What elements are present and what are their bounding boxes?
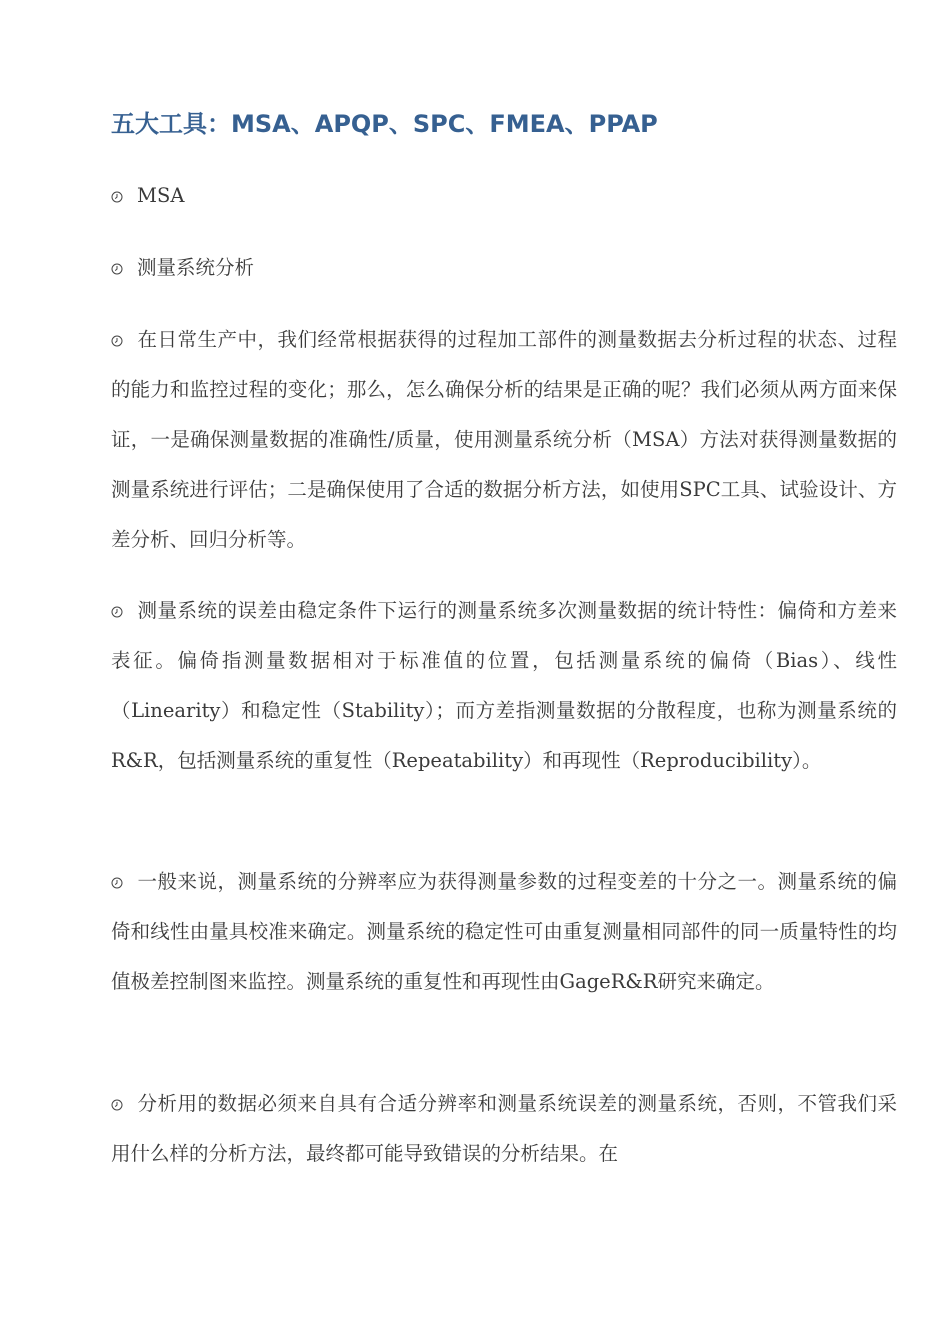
paragraph-text: MSA xyxy=(137,184,185,207)
paragraph-measurement-error xyxy=(111,586,897,786)
paragraph-msa xyxy=(111,171,897,221)
paragraph-msa-chinese xyxy=(111,243,897,293)
clock-icon xyxy=(111,877,123,889)
paragraph-resolution xyxy=(111,857,897,1007)
paragraph-daily-production xyxy=(111,315,897,565)
paragraph-text: 一般来说，测量系统的分辨率应为获得测量参数的过程变差的十分之一。测量系统的偏倚和线性由量具校准来确定。测量系统的稳定性可由重复测量相同部件的同一质量特性的均值极差控制图来监控。测量系统的重复性和再现性由GageR&R研究来确定。 xyxy=(111,870,897,993)
clock-icon xyxy=(111,335,123,347)
paragraph-text: 测量系统的误差由稳定条件下运行的测量系统多次测量数据的统计特性：偏倚和方差来表征。偏倚指测量数据相对于标准值的位置，包括测量系统的偏倚（Bias）、线性（Linearity）和稳定性（Stability）；而方差指测量数据的分散程度，也称为测量系统的R&R，包括测量系统的重复性（Repeatability）和再现性（Reproducibility）。 xyxy=(111,599,897,772)
paragraph-analysis-data xyxy=(111,1079,897,1179)
page-title: 五大工具：MSA、APQP、SPC、FMEA、PPAP xyxy=(111,110,658,138)
clock-icon xyxy=(111,1099,123,1111)
paragraph-text: 测量系统分析 xyxy=(137,256,255,279)
paragraph-text: 分析用的数据必须来自具有合适分辨率和测量系统误差的测量系统，否则，不管我们采用什么样的分析方法，最终都可能导致错误的分析结果。在 xyxy=(111,1092,897,1165)
clock-icon xyxy=(111,263,123,275)
clock-icon xyxy=(111,191,123,203)
clock-icon xyxy=(111,606,123,618)
paragraph-text: 在日常生产中，我们经常根据获得的过程加工部件的测量数据去分析过程的状态、过程的能力和监控过程的变化；那么，怎么确保分析的结果是正确的呢？我们必须从两方面来保证，一是确保测量数据的准确性/质量，使用测量系统分析（MSA）方法对获得测量数据的测量系统进行评估；二是确保使用了合适的数据分析方法，如使用SPC工具、试验设计、方差分析、回归分析等。 xyxy=(111,328,897,551)
